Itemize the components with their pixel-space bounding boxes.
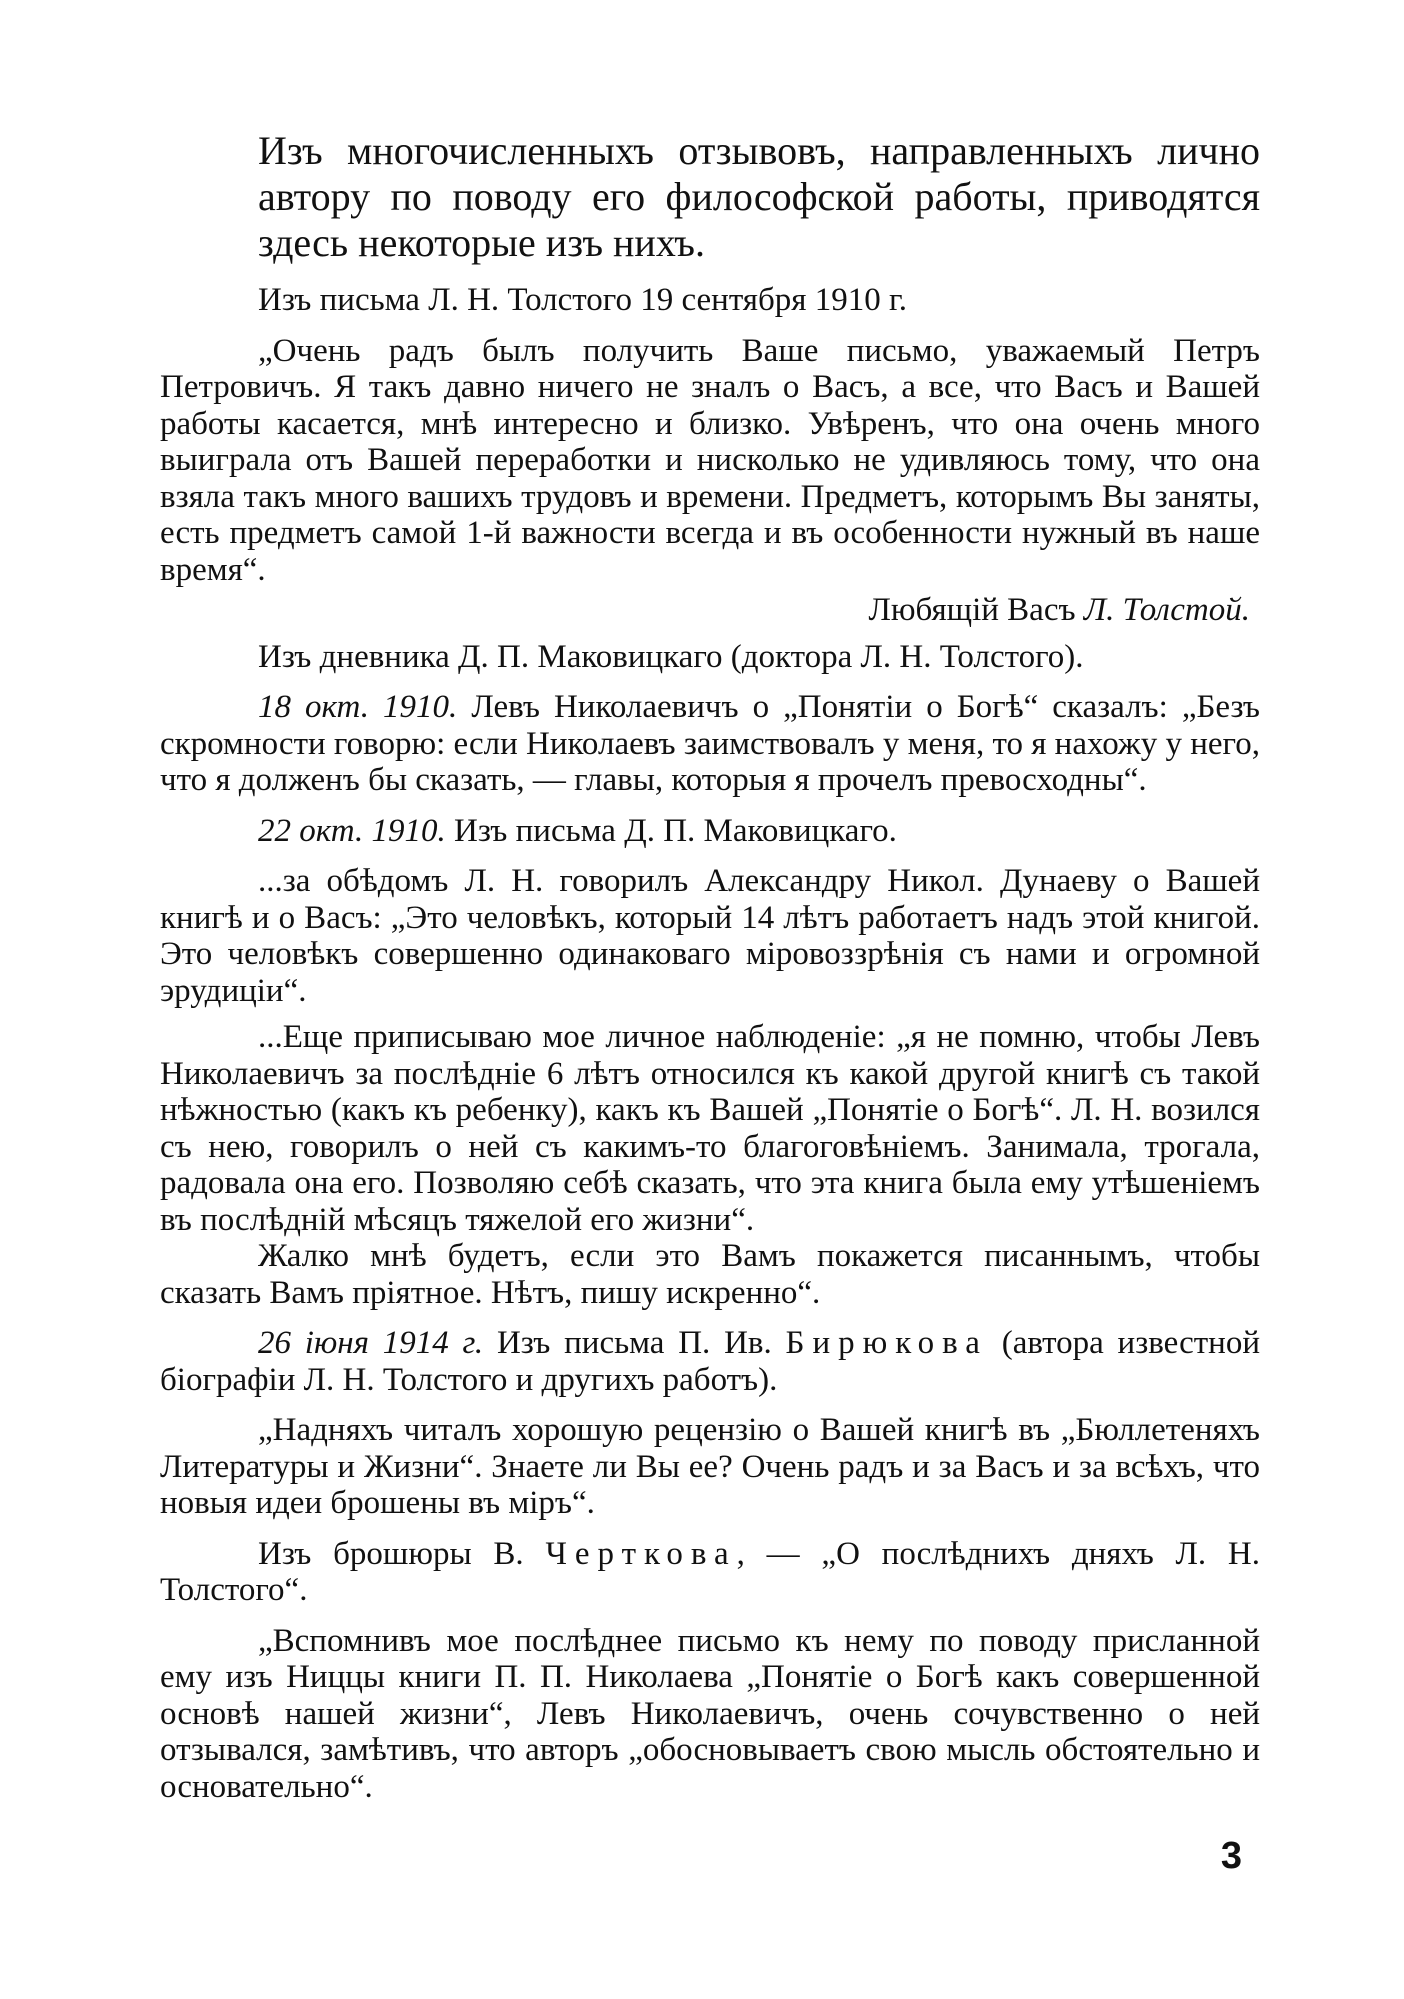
page-number: 3 — [1220, 1835, 1242, 1877]
chertkov-heading — [160, 1536, 1260, 1609]
makovitsky-heading: Изъ дневника Д. П. Маковицкаго (доктора Л. Н. Толстого). — [258, 638, 1084, 675]
makovitsky-entry-1 — [160, 689, 1260, 799]
tolstoy-quote: „Очень радъ былъ получить Ваше письмо, уважаемый Петръ Петровичъ. Я такъ давно ничего не зналъ о Васъ, а все, что Васъ и Вашей работы касается, мнѣ интересно и близко. Увѣренъ, что она очень много выиграла отъ Вашей переработки и нисколько не удивляюсь тому, что она взяла такъ много вашихъ трудовъ и времени. Предметъ, которымъ Вы заняты, есть предметъ самой 1-й важности всегда и въ особенности нужный въ наше время“. — [160, 332, 1260, 588]
makovitsky-paragraph-1: ...за обѣдомъ Л. Н. говорилъ Александру Никол. Дунаеву о Вашей книгѣ и о Васъ: „Это человѣкъ, который 14 лѣтъ работаетъ надъ этой книгой. Это человѣкъ совершенно одинаковаго міровоззрѣнія съ нами и огромной эрудиціи“. — [160, 863, 1260, 1009]
entry-1-text: Левъ Николаевичъ о „Понятіи о Богѣ“ сказалъ: „Безъ скромности говорю: если Николаевъ заимствовалъ у меня, то я нахожу у него, что я долженъ бы сказать, — главы, которыя я прочелъ превосходны“. — [160, 689, 1260, 798]
signature-name: Л. Толстой. — [1083, 592, 1250, 628]
biryukov-heading — [160, 1325, 1260, 1398]
entry-2-date: 22 окт. 1910. — [258, 812, 446, 849]
signature-prefix: Любящій Васъ — [868, 592, 1076, 628]
tolstoy-signature — [160, 592, 1260, 629]
intro-text: Изъ многочисленныхъ отзывовъ, направленныхъ лично автору по поводу его философской работы, приводятся здесь некоторые изъ нихъ. — [258, 128, 1260, 265]
biryukov-name: Бирюкова — [785, 1325, 988, 1361]
biryukov-heading-post: (автора известной біографіи Л. Н. Толстого и другихъ работъ). — [160, 1325, 1260, 1398]
body-text — [160, 282, 1260, 1805]
chertkov-name: Черткова — [545, 1535, 737, 1572]
intro-paragraph — [160, 128, 1260, 266]
biryukov-date: 26 іюня 1914 г. — [258, 1325, 484, 1361]
chertkov-quote: „Вспомнивъ мое послѣднее письмо къ нему по поводу присланной ему изъ Ниццы книги П. П. Николаева „Понятіе о Богѣ какъ совершенной основѣ нашей жизни“, Левъ Николаевичъ, очень сочувственно о ней отзывался, замѣтивъ, что авторъ „обосновываетъ свою мысль обстоятельно и основательно“. — [160, 1622, 1260, 1805]
entry-2-heading-text: Изъ письма Д. П. Маковицкаго. — [454, 812, 897, 849]
chertkov-heading-pre: Изъ брошюры В. — [258, 1535, 524, 1572]
makovitsky-paragraph-3: Жалко мнѣ будетъ, если это Вамъ покажется писаннымъ, чтобы сказать Вамъ пріятное. Нѣтъ, пишу искренно“. — [160, 1238, 1260, 1311]
biryukov-quote: „Надняхъ читалъ хорошую рецензію о Вашей книгѣ въ „Бюллетеняхъ Литературы и Жизни“. Знаете ли Вы ее? Очень радъ и за Васъ и за всѣхъ, что новыя идеи брошены въ міръ“. — [160, 1412, 1260, 1521]
tolstoy-heading: Изъ письма Л. Н. Толстого 19 сентября 1910 г. — [258, 282, 908, 318]
makovitsky-paragraph-2: ...Еще приписываю мое личное наблюденіе: „я не помню, чтобы Левъ Николаевичъ за послѣдніе 6 лѣтъ относился къ какой другой книгѣ съ такой нѣжностью (какъ къ ребенку), какъ къ Вашей „Понятіе о Богѣ“. Л. Н. возился съ нею, говорилъ о ней съ какимъ-то благоговѣніемъ. Занимала, трогала, радовала она его. Позволяю себѣ сказать, что эта книга была ему утѣшеніемъ въ послѣдній мѣсяцъ тяжелой его жизни“. — [160, 1019, 1260, 1238]
entry-1-date: 18 окт. 1910. — [258, 689, 458, 725]
chertkov-heading-post: , — „О послѣднихъ дняхъ Л. Н. Толстого“. — [160, 1535, 1261, 1608]
biryukov-heading-pre: Изъ письма П. Ив. — [496, 1325, 772, 1361]
makovitsky-entry-2-heading — [160, 813, 1260, 850]
